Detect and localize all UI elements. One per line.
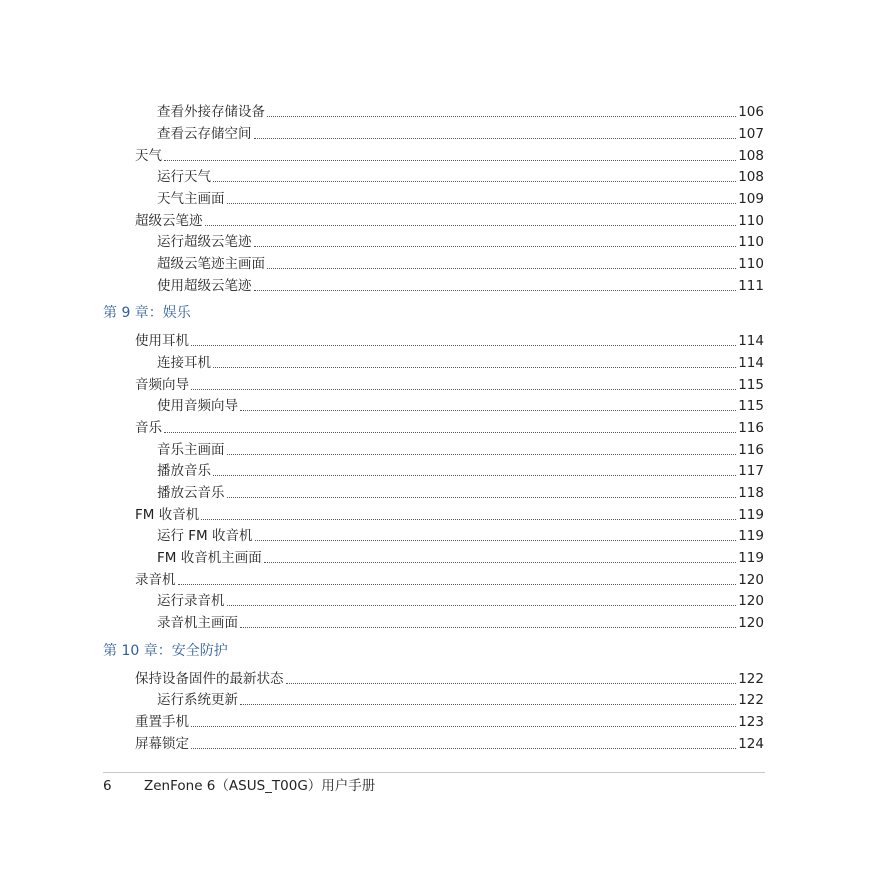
toc-entry-page-number: 107 [738,126,764,142]
toc-subsection-entry[interactable] [157,351,764,371]
toc-entry-title: 录音机 [135,572,176,588]
toc-subsection-entry[interactable] [157,252,764,272]
toc-section-entry[interactable] [135,329,764,349]
toc-subsection-entry[interactable] [157,274,764,294]
toc-entry-page-number: 109 [738,191,764,207]
toc-subsection-entry[interactable] [157,122,764,142]
toc-entry-page-number: 108 [738,169,764,185]
toc-entry-title: 使用超级云笔迹 [157,278,252,294]
toc-entry-title: 录音机主画面 [157,615,238,631]
dot-leader [264,562,737,563]
toc-entry-title: 屏幕锁定 [135,736,189,752]
toc-entry-title: 超级云笔迹主画面 [157,256,265,272]
toc-section-entry[interactable] [135,144,764,164]
toc-entry-page-number: 122 [738,671,764,687]
dot-leader [267,116,736,117]
dot-leader [191,389,736,390]
toc-subsection-entry[interactable] [157,481,764,501]
chapter-heading: 第 9 章：娱乐 [103,305,191,321]
toc-subsection-entry[interactable] [157,611,764,631]
toc-entry-page-number: 122 [738,692,764,708]
toc-entry-page-number: 106 [738,104,764,120]
toc-entry-title: 使用音频向导 [157,398,238,414]
toc-entry-page-number: 110 [738,256,764,272]
dot-leader [164,160,736,161]
toc-entry-page-number: 116 [738,442,764,458]
toc-entry-page-number: 120 [738,593,764,609]
toc-entry-page-number: 117 [738,463,764,479]
toc-entry-title: 天气 [135,148,162,164]
dot-leader [191,345,736,346]
toc-subsection-entry[interactable] [157,187,764,207]
toc-entry-page-number: 110 [738,213,764,229]
toc-entry-title: 使用耳机 [135,333,189,349]
dot-leader [213,475,736,476]
footer-divider [103,772,765,773]
toc-subsection-entry[interactable] [157,524,764,544]
footer-page-number: 6 [103,778,112,794]
toc-entry-page-number: 120 [738,615,764,631]
toc-entry-page-number: 120 [738,572,764,588]
toc-section-entry[interactable] [135,503,764,523]
dot-leader [240,410,736,411]
toc-entry-page-number: 119 [738,507,764,523]
toc-subsection-entry[interactable] [157,165,764,185]
toc-entry-title: 查看云存储空间 [157,126,252,142]
toc-subsection-entry[interactable] [157,589,764,609]
toc-entry-title: 运行系统更新 [157,692,238,708]
toc-section-entry[interactable] [135,732,764,752]
toc-subsection-entry[interactable] [157,394,764,414]
toc-entry-page-number: 111 [738,278,764,294]
toc-entry-page-number: 110 [738,234,764,250]
toc-entry-title: FM 收音机 [135,507,200,523]
footer-title: ZenFone 6（ASUS_T00G）用户手册 [144,778,376,794]
toc-entry-page-number: 118 [738,485,764,501]
dot-leader [286,683,737,684]
toc-entry-title: 运行超级云笔迹 [157,234,252,250]
toc-entry-title: 音乐 [135,420,162,436]
toc-entry-title: 运行天气 [157,169,211,185]
toc-entry-page-number: 124 [738,736,764,752]
toc-section-entry[interactable] [135,568,764,588]
toc-subsection-entry[interactable] [157,459,764,479]
dot-leader [227,454,737,455]
dot-leader [164,432,736,433]
toc-entry-title: 音乐主画面 [157,442,225,458]
dot-leader [254,290,737,291]
toc-entry-page-number: 119 [738,550,764,566]
dot-leader [227,203,737,204]
dot-leader [254,246,737,247]
toc-entry-page-number: 115 [738,377,764,393]
toc-entry-title: 播放音乐 [157,463,211,479]
toc-section-entry[interactable] [135,209,764,229]
toc-section-entry[interactable] [135,667,764,687]
dot-leader [255,540,737,541]
dot-leader [191,726,736,727]
toc-entry-page-number: 114 [738,333,764,349]
dot-leader [213,367,736,368]
toc-entry-title: 运行录音机 [157,593,225,609]
toc-entry-title: 连接耳机 [157,355,211,371]
toc-entry-title: 重置手机 [135,714,189,730]
toc-subsection-entry[interactable] [157,546,764,566]
toc-section-entry[interactable] [135,416,764,436]
dot-leader [205,225,737,226]
toc-subsection-entry[interactable] [157,100,764,120]
toc-section-entry[interactable] [135,373,764,393]
chapter-heading: 第 10 章：安全防护 [103,643,228,659]
toc-entry-title: 超级云笔迹 [135,213,203,229]
toc-entry-page-number: 123 [738,714,764,730]
dot-leader [213,181,736,182]
toc-entry-page-number: 116 [738,420,764,436]
dot-leader [240,627,736,628]
toc-entry-title: FM 收音机主画面 [157,550,262,566]
dot-leader [178,584,737,585]
toc-entry-page-number: 114 [738,355,764,371]
toc-entry-title: 保持设备固件的最新状态 [135,671,284,687]
toc-entry-page-number: 108 [738,148,764,164]
toc-subsection-entry[interactable] [157,230,764,250]
dot-leader [227,497,737,498]
dot-leader [240,704,736,705]
toc-entry-page-number: 119 [738,528,764,544]
toc-entry-title: 天气主画面 [157,191,225,207]
toc-entry-page-number: 115 [738,398,764,414]
toc-section-entry[interactable] [135,710,764,730]
toc-entry-title: 音频向导 [135,377,189,393]
toc-subsection-entry[interactable] [157,688,764,708]
dot-leader [267,268,736,269]
toc-entry-title: 播放云音乐 [157,485,225,501]
dot-leader [254,138,737,139]
toc-subsection-entry[interactable] [157,438,764,458]
dot-leader [191,748,736,749]
dot-leader [227,605,737,606]
toc-entry-title: 查看外接存储设备 [157,104,265,120]
toc-entry-title: 运行 FM 收音机 [157,528,253,544]
dot-leader [201,519,736,520]
